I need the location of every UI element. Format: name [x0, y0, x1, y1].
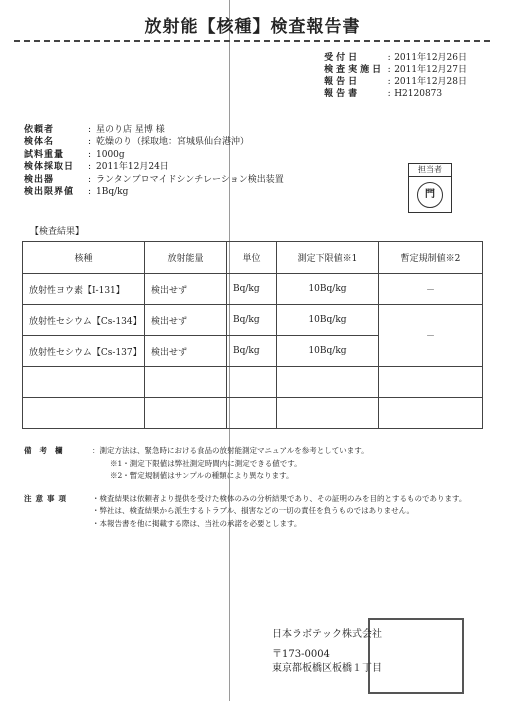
- info-label: 検出器: [24, 174, 55, 185]
- caution-line: ・検査結果は依頼者より提供を受けた検体のみの分析結果であり、その証明のみを目的とするものであります。: [92, 493, 467, 503]
- table-row: [23, 274, 483, 305]
- report-meta: 受付日 : 2011年12月26日 検査実施日 : 2011年12月27日 報告日 : 2011年12月28日 報告書 : H2120873: [324, 53, 467, 99]
- info-value: 星のり店 星博 様: [96, 125, 165, 135]
- meta-label: 報告日: [324, 77, 361, 87]
- sample-info: 依頼者 : 星のり店 星博 様 検体名 : 乾燥のり（採取地：宮城県仙台港沖） 試料重量 : 1000g 検体採取日 : 2011年12月24日 検出器 : ランタンブロマイドシンチレーション検出装置 検出限界値 : 1Bq/kg: [24, 125, 284, 198]
- amount-cell: 検出せず: [145, 274, 227, 305]
- regulation-cell: －: [379, 305, 483, 367]
- remarks-label: 備考欄: [24, 446, 71, 455]
- remarks-line: ：測定方法は、緊急時における食品の放射能測定マニュアルを参考としています。: [92, 446, 369, 455]
- unit-cell: Bq/kg: [227, 336, 277, 367]
- info-value: 2011年12月24日: [96, 162, 169, 173]
- regulation-cell: －: [379, 274, 483, 305]
- meta-value: 2011年12月26日: [394, 53, 467, 63]
- company-address: 東京都板橋区板橋１丁目: [272, 663, 382, 674]
- meta-value: 2011年12月27日: [394, 65, 467, 75]
- remarks-line: ※2・暫定規制値はサンプルの種類により異なります。: [110, 471, 294, 480]
- company-name: 日本ラボテック株式会社: [272, 629, 382, 640]
- info-value: 1000g: [96, 149, 125, 160]
- info-label: 検体採取日: [24, 162, 75, 173]
- caution-label: 注意事項: [24, 493, 70, 503]
- staff-seal: 門: [417, 182, 443, 208]
- info-label: 検出限界値: [24, 187, 75, 198]
- meta-value: 2011年12月28日: [394, 77, 467, 87]
- limit-cell: 10Bq/kg: [277, 305, 379, 336]
- col-header: 暫定規制値※2: [379, 242, 483, 274]
- caution-line: ・本報告書を他に掲載する際は、当社の承諾を必要とします。: [92, 518, 302, 528]
- notes-section: [24, 445, 466, 530]
- unit-cell: Bq/kg: [227, 305, 277, 336]
- meta-label: 受付日: [324, 53, 361, 63]
- table-row-empty: [23, 398, 483, 429]
- caution-line: ・弊社は、検査結果から派生するトラブル、損害などの一切の責任を負うものではありません。: [92, 506, 415, 515]
- info-value: ランタンブロマイドシンチレーション検出装置: [96, 174, 284, 185]
- title-rule: [14, 40, 490, 42]
- staff-stamp-box: [408, 163, 452, 213]
- col-header: 放射能量: [145, 242, 227, 274]
- limit-cell: 10Bq/kg: [277, 336, 379, 367]
- meta-value: H2120873: [394, 89, 443, 99]
- company-postal: 〒173-0004: [272, 649, 330, 660]
- nuclide-cell: 放射性セシウム【Cs-137】: [23, 336, 145, 367]
- report-title: 放射能【核種】検査報告書: [144, 17, 361, 37]
- nuclide-cell: 放射性セシウム【Cs-134】: [23, 305, 145, 336]
- staff-label: 担当者: [409, 164, 451, 177]
- company-block: [272, 628, 382, 676]
- table-row: [23, 305, 483, 336]
- info-label: 検体名: [24, 137, 55, 148]
- meta-label: 検査実施日: [324, 65, 385, 75]
- results-table: [22, 241, 483, 429]
- info-value: 1Bq/kg: [96, 187, 129, 198]
- company-seal: [368, 618, 464, 694]
- remarks-line: ※1・測定下限値は弊社測定時間内に測定できる値です。: [110, 458, 302, 468]
- col-header: 測定下限値※1: [277, 242, 379, 274]
- amount-cell: 検出せず: [145, 305, 227, 336]
- table-header-row: [23, 242, 483, 274]
- limit-cell: 10Bq/kg: [277, 274, 379, 305]
- col-header: 核種: [23, 242, 145, 274]
- col-header: 単位: [227, 242, 277, 274]
- info-label: 依頼者: [24, 125, 55, 135]
- table-row-empty: [23, 367, 483, 398]
- results-heading: 【検査結果】: [30, 227, 85, 237]
- info-label: 試料重量: [24, 149, 65, 160]
- amount-cell: 検出せず: [145, 336, 227, 367]
- unit-cell: Bq/kg: [227, 274, 277, 305]
- meta-label: 報告書: [324, 89, 361, 99]
- info-value: 乾燥のり（採取地：宮城県仙台港沖）: [96, 137, 250, 148]
- nuclide-cell: 放射性ヨウ素【I-131】: [23, 274, 145, 305]
